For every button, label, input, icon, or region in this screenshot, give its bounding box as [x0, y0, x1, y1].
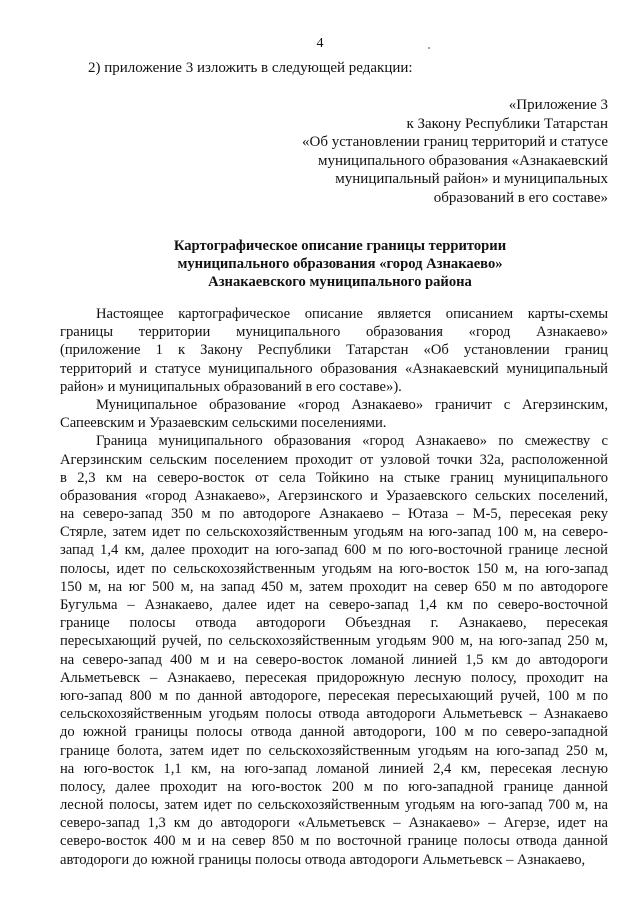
paragraph-line: в 2,3 км на северо-восток от села Тойкино на стыке границ муниципального — [60, 469, 608, 486]
paragraph-line: Граница муниципального образования «город Азнакаево» по смежеству с — [96, 433, 608, 450]
paragraph-line: полосу, далее проходит на юго-восток 200 м по юго-западной границе данной — [60, 778, 608, 795]
paragraph-line: до южной границы полосы отвода данной автодороги, 100 м по северо-западной — [60, 724, 608, 741]
paragraph — [60, 396, 608, 432]
paragraph — [60, 305, 608, 396]
appendix-line: муниципального образования «Азнакаевский — [318, 152, 608, 169]
appendix-line: муниципальный район» и муниципальных — [335, 171, 608, 187]
appendix-heading — [300, 96, 608, 207]
appendix-line: к Закону Республики Татарстан — [406, 115, 608, 132]
paragraph-line: Агерзинским сельским поселением проходит от узловой точки 32а, расположенной — [60, 451, 608, 468]
paragraph-line: Стярле, затем идет по сельскохозяйственным угодьям на юго-запад 100 м, на северо- — [60, 524, 608, 541]
paragraph-line: границе болота, затем идет по сельскохозяйственным угодьям на юго-запад 250 м, — [60, 742, 608, 759]
document-title — [60, 237, 620, 292]
title-line: Азнакаевского муниципального района — [208, 274, 472, 291]
paragraph-line: Сапеевским и Уразаевским сельскими поселениями. — [60, 415, 387, 432]
paragraph-line: Альметьевск – Азнакаево, пересекая придорожную лесную полосу, проходит на — [60, 669, 608, 686]
intro-line: 2) приложение 3 изложить в следующей редакции: — [88, 60, 413, 76]
paragraph-line: район» и муниципальных образований в его составе»). — [60, 378, 402, 395]
paragraph-line: образования «город Азнакаево», Агерзинского и Уразаевского сельских поселений, — [60, 487, 608, 504]
paragraph-line: полосы, идет по сельскохозяйственным угодьям на юго-восток 150 м, на юго-запад — [60, 560, 608, 577]
paragraph-line: Бугульма – Азнакаево, далее идет на северо-запад 1,4 км по северо-восточной — [60, 597, 608, 613]
paragraph-line: Настоящее картографическое описание является описанием карты-схемы — [96, 306, 608, 322]
paragraph-line: запад 1,4 км, далее проходит на юго-запад 600 м по юго-восточной границе лесной — [60, 542, 608, 559]
paragraph-line: пересыхающий ручей, по сельскохозяйственным угодьям 900 м, на юго-запад 250 м, — [60, 633, 608, 650]
paragraph-line: территорий и статусе муниципального образования «Азнакаевский муниципальный — [60, 360, 608, 377]
paragraph-line: (приложение 1 к Закону Республики Татарстан «Об установлении границ — [60, 342, 608, 359]
paragraph-line: северо-запад 1,3 км до автодороги «Альметьевск – Азнакаево» – Агерзе, идет на — [60, 815, 608, 832]
paragraph-line: на северо-запад 350 м по автодороге Азнакаево – Ютаза – М-5, пересекая реку — [60, 506, 608, 523]
paragraph-line: границе полосы отвода автодороги Объездная г. Азнакаево, пересекая — [60, 615, 608, 632]
paragraph-line: лесной полосы, затем идет по сельскохозяйственным угодьям на юго-запад 700 м, на — [60, 797, 608, 814]
scan-speck — [428, 47, 430, 49]
paragraph-line: автодороги до южной границы полосы отвода автодороги Альметьевск – Азнакаево, — [60, 851, 586, 868]
appendix-line: «Об установлении границ территорий и статусе — [302, 134, 608, 150]
title-line: Картографическое описание границы территории — [173, 238, 507, 254]
paragraph-line: сельскохозяйственным угодьям полосы отвода автодороги Альметьевск – Азнакаево — [60, 706, 608, 723]
paragraph-line: северо-восток 400 м и на север 850 м по восточной границе полосы отвода данной — [60, 833, 608, 850]
paragraph-line: 150 м, на юг 500 м, на запад 450 м, затем проходит на север 650 м по автодороге — [60, 578, 608, 595]
paragraph-line: юго-запад 800 м по данной автодороге, пересекая пересыхающий ручей, 100 м по — [60, 687, 608, 704]
title-line: муниципального образования «город Азнакаево» — [177, 256, 503, 273]
paragraph-line: границы территории муниципального образования «город Азнакаево» — [60, 324, 608, 341]
paragraph-line: на северо-запад 400 м и на северо-восток ломаной линией 1,5 км до автодороги — [60, 651, 608, 668]
paragraph-line: Муниципальное образование «город Азнакаево» граничит с Агерзинским, — [96, 396, 608, 413]
appendix-line: «Приложение 3 — [508, 97, 608, 113]
paragraph-line: на юго-восток 1,1 км, на юго-запад ломаной линией 2,4 км, пересекая лесную — [60, 760, 608, 777]
document-body — [60, 305, 608, 869]
appendix-line: образований в его составе» — [433, 189, 608, 206]
paragraph — [60, 432, 608, 869]
page-number: 4 — [316, 36, 324, 51]
